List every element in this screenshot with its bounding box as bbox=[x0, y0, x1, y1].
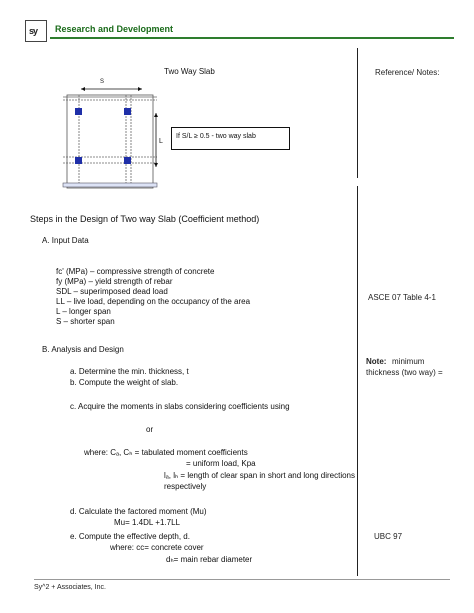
sidebar-heading: Reference/ Notes: bbox=[375, 68, 440, 77]
input-item: SDL – superimposed dead load bbox=[56, 287, 168, 296]
dimension-s-label: S bbox=[100, 79, 105, 85]
sidebar-note-text-2: thickness (two way) = bbox=[366, 368, 443, 377]
sidebar-note-text-1: minimum bbox=[392, 357, 425, 366]
slab-diagram bbox=[55, 75, 180, 193]
step-b-d-equation: Mu= 1.4DL +1.7LL bbox=[114, 518, 180, 527]
logo-mark: sy bbox=[29, 26, 38, 36]
sidebar-note-label: Note: bbox=[366, 357, 387, 366]
sidebar-ref-ubc: UBC 97 bbox=[374, 532, 403, 541]
input-item: L – longer span bbox=[56, 307, 111, 316]
two-way-condition-box bbox=[171, 127, 290, 150]
step-b-where-3: lₐ, lₕ = length of clear span in short and long directions bbox=[164, 471, 355, 480]
input-item: S – shorter span bbox=[56, 317, 115, 326]
divider-line-top bbox=[357, 48, 358, 178]
figure-title: Two Way Slab bbox=[164, 67, 215, 76]
footer-text: Sy^2 + Associates, Inc. bbox=[34, 584, 106, 591]
step-b-e: e. Compute the effective depth, d. bbox=[70, 532, 190, 541]
step-b-where-1: where: Cₐ, Cₕ = tabulated moment coefficients bbox=[84, 448, 248, 457]
steps-title: Steps in the Design of Two way Slab (Coefficient method) bbox=[30, 214, 260, 224]
step-b-e-where-1: where: cc= concrete cover bbox=[110, 543, 204, 552]
step-b-where-2: = uniform load, Kpa bbox=[186, 459, 256, 468]
two-way-condition-text: If S/L ≥ 0.5 - two way slab bbox=[176, 133, 256, 140]
input-item: LL – live load, depending on the occupancy of the area bbox=[56, 297, 251, 306]
footer-rule bbox=[34, 579, 450, 580]
company-logo bbox=[25, 20, 47, 42]
section-a-heading: A. Input Data bbox=[42, 236, 89, 245]
step-b-d: d. Calculate the factored moment (Mu) bbox=[70, 507, 207, 516]
header-rule bbox=[50, 37, 454, 39]
input-item: fc' (MPa) – compressive strength of concrete bbox=[56, 267, 215, 276]
step-b-or: or bbox=[146, 425, 154, 434]
header-title: Research and Development bbox=[55, 24, 174, 34]
dimension-l-label: L bbox=[159, 138, 163, 145]
step-b-where-4: respectively bbox=[164, 482, 207, 491]
sidebar-ref-asce: ASCE 07 Table 4-1 bbox=[368, 293, 436, 302]
step-b-c: c. Acquire the moments in slabs considering coefficients using bbox=[70, 402, 290, 411]
section-b-heading: B. Analysis and Design bbox=[42, 345, 124, 354]
divider-line-bottom bbox=[357, 186, 358, 576]
input-item: fy (MPa) – yield strength of rebar bbox=[56, 277, 173, 286]
step-b-a: a. Determine the min. thickness, t bbox=[70, 367, 189, 376]
step-b-b: b. Compute the weight of slab. bbox=[70, 378, 179, 387]
step-b-e-where-2: dₕ= main rebar diameter bbox=[166, 555, 253, 564]
